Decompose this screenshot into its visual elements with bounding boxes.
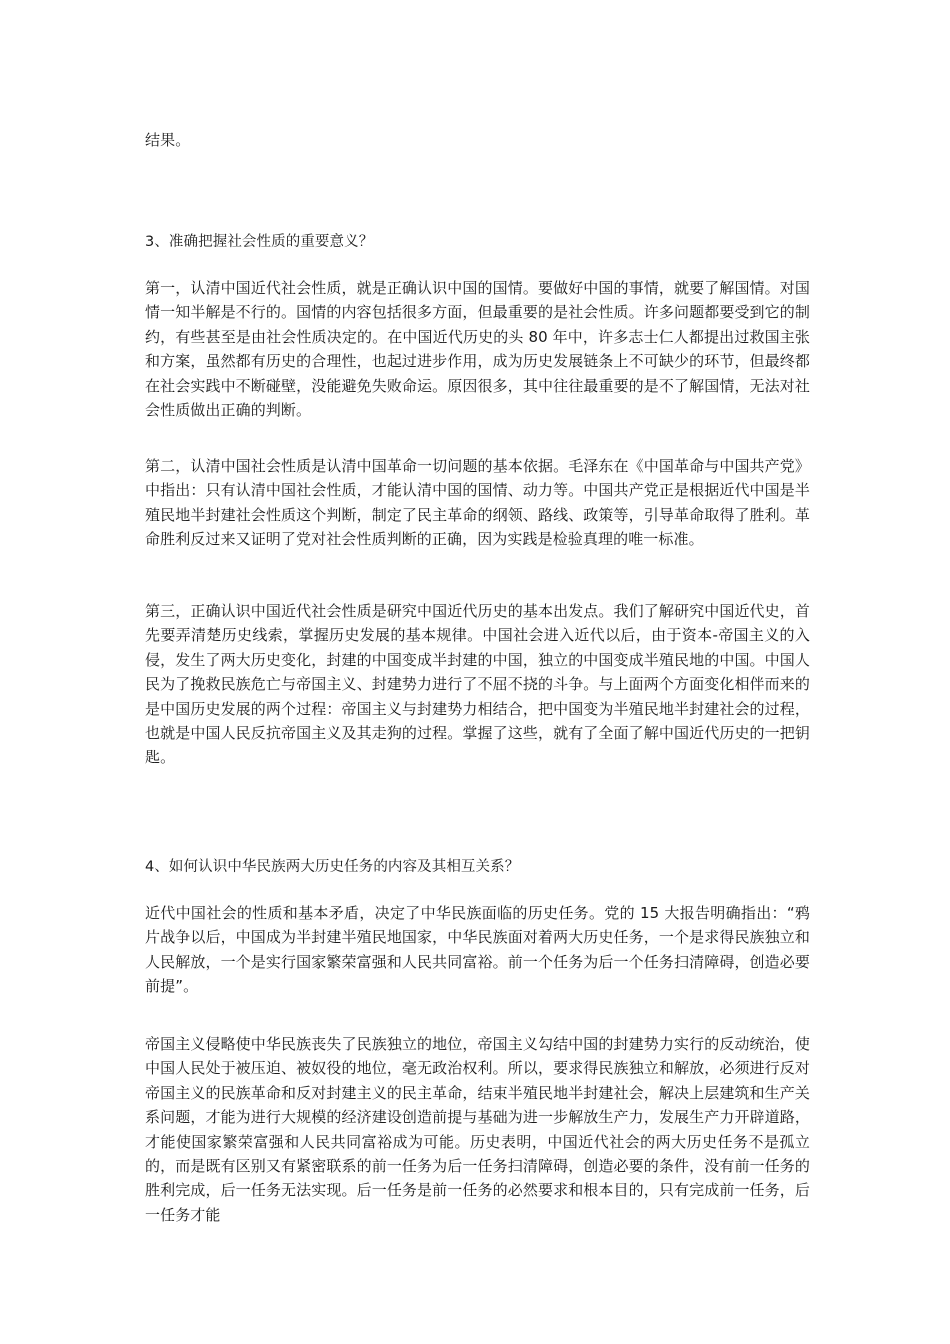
section-3-paragraph-3: 第三，正确认识中国近代社会性质是研究中国近代历史的基本出发点。我们了解研究中国近代史，首先要弄清楚历史线索，掌握历史发展的基本规律。中国社会进入近代以后，由于资本-帝国主义的入侵，发生了两大历史变化，封建的中国变成半封建的中国，独立的中国变成半殖民地的中国。中国人民为了挽救民族危亡与帝国主义、封建势力进行了不屈不挠的斗争。与上面两个方面变化相伴而来的是中国历史发展的两个过程：帝国主义与封建势力相结合，把中国变为半殖民地半封建社会的过程，也就是中国人民反抗帝国主义及其走狗的过程。掌握了这些，就有了全面了解中国近代历史的一把钥匙。 [145,602,810,767]
section-3-heading: 3、准确把握社会性质的重要意义？ [145,234,374,250]
section-4-paragraph-1: 近代中国社会的性质和基本矛盾，决定了中华民族面临的历史任务。党的 15 大报告明确指出：“鸦片战争以后，中国成为半封建半殖民地国家，中华民族面对着两大历史任务，一个是求得民族独立和人民解放，一个是实行国家繁荣富强和人民共同富裕。前一个任务为后一个任务扫清障碍，创造必要前提”。 [145,904,810,996]
section-4-paragraph-2: 帝国主义侵略使中华民族丧失了民族独立的地位，帝国主义勾结中国的封建势力实行的反动统治，使中国人民处于被压迫、被奴役的地位，毫无政治权利。所以，要求得民族独立和解放，必须进行反对帝国主义的民族革命和反对封建主义的民主革命，结束半殖民地半封建社会，解决上层建筑和生产关系问题，才能为进行大规模的经济建设创造前提与基础为进一步解放生产力，发展生产力开辟道路，才能使国家繁荣富强和人民共同富裕成为可能。历史表明，中国近代社会的两大历史任务不是孤立的，而是既有区别又有紧密联系的前一任务为后一任务扫清障碍，创造必要的条件，没有前一任务的胜利完成，后一任务无法实现。后一任务是前一任务的必然要求和根本目的，只有完成前一任务，后一任务才能 [145,1035,810,1224]
section-4-heading: 4、如何认识中华民族两大历史任务的内容及其相互关系？ [145,859,520,875]
continuation-text: 结果。 [145,131,191,149]
section-3-paragraph-2: 第二，认清中国社会性质是认清中国革命一切问题的基本依据。毛泽东在《中国革命与中国共产党》中指出：只有认清中国社会性质，才能认清中国的国情、动力等。中国共产党正是根据近代中国是半殖民地半封建社会性质这个判断，制定了民主革命的纲领、路线、政策等，引导革命取得了胜利。革命胜利反过来又证明了党对社会性质判断的正确，因为实践是检验真理的唯一标准。 [145,457,810,549]
section-3-paragraph-1: 第一，认清中国近代社会性质，就是正确认识中国的国情。要做好中国的事情，就要了解国情。对国情一知半解是不行的。国情的内容包括很多方面，但最重要的是社会性质。许多问题都要受到它的制约，有些甚至是由社会性质决定的。在中国近代历史的头 80 年中，许多志士仁人都提出过救国主张和方案，虽然都有历史的合理性，也起过进步作用，成为历史发展链条上不可缺少的环节，但最终都在社会实践中不断碰壁，没能避免失败命运。原因很多，其中往往最重要的是不了解国情，无法对社会性质做出正确的判断。 [145,279,810,420]
